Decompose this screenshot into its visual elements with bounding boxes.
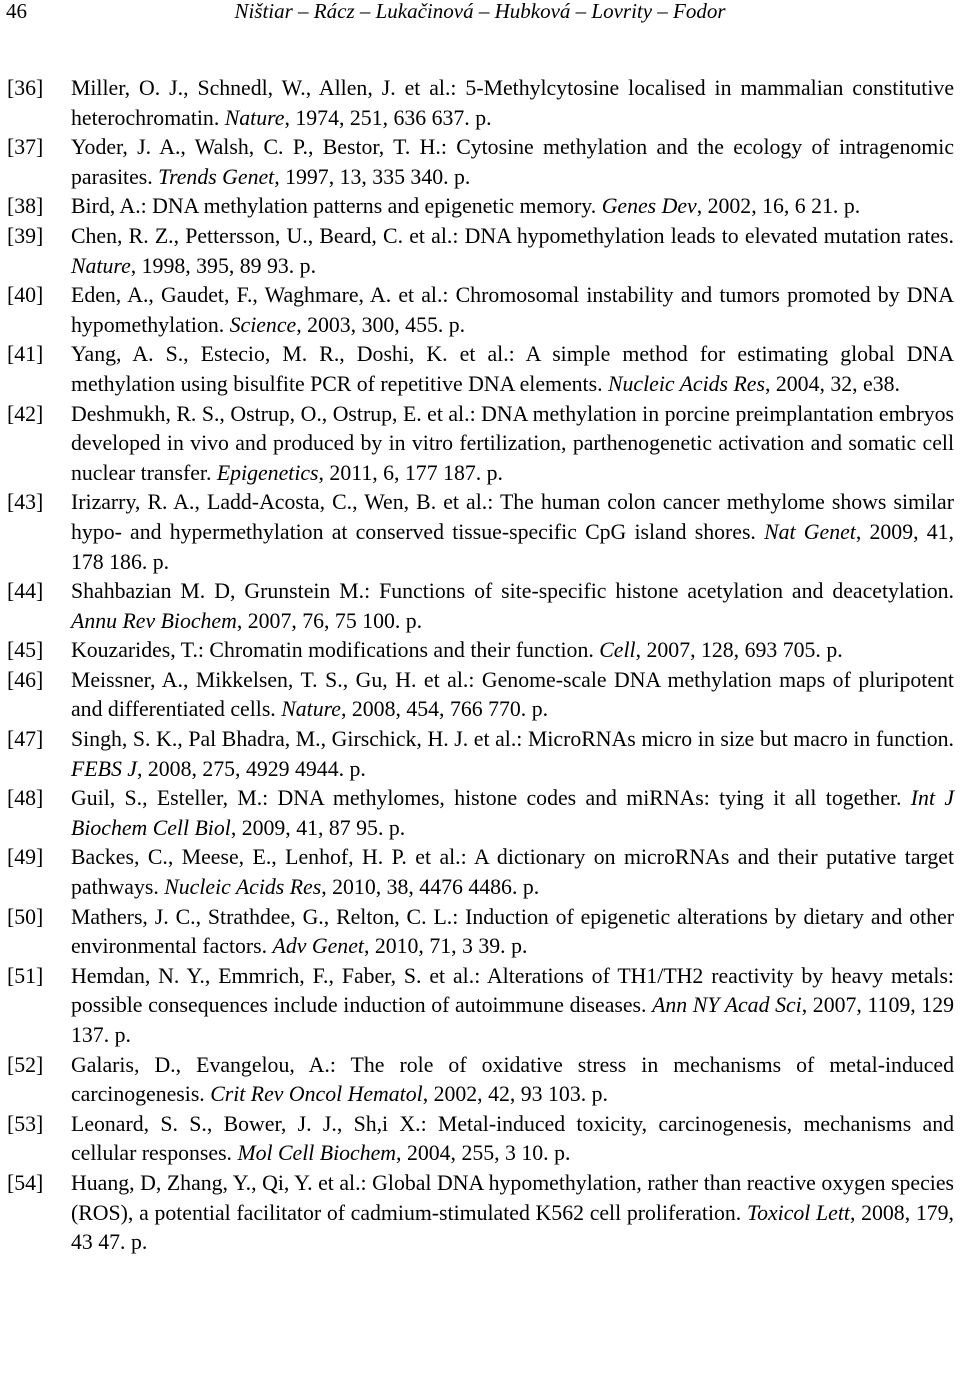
reference-entry	[0, 1051, 954, 1110]
reference-details: , 2004, 32, e38.	[764, 371, 900, 396]
reference-citation: Meissner, A., Mikkelsen, T. S., Gu, H. et al.: Genome-scale DNA methylation maps of pluripotent and differentiated cells.	[71, 667, 954, 722]
reference-details: , 2008, 454, 766 770. p.	[340, 697, 549, 722]
reference-text	[71, 74, 954, 133]
reference-text	[71, 1051, 954, 1110]
page-number: 46	[6, 0, 27, 23]
reference-text	[71, 340, 954, 399]
reference-text	[71, 903, 954, 962]
reference-journal: Mol Cell Biochem	[237, 1141, 397, 1166]
reference-text	[71, 784, 954, 843]
reference-text	[71, 725, 954, 784]
reference-journal: Ann NY Acad Sci	[652, 993, 802, 1018]
reference-list	[0, 74, 954, 1258]
reference-entry	[0, 725, 954, 784]
reference-details: , 2002, 42, 93 103. p.	[422, 1082, 608, 1107]
reference-journal: Science	[229, 312, 297, 337]
reference-citation: Eden, A., Gaudet, F., Waghmare, A. et al.: Chromosomal instability and tumors promoted by DNA hypomethylation.	[71, 283, 954, 337]
reference-citation: Yang, A. S., Estecio, M. R., Doshi, K. et al.: A simple method for estimating global DNA methylation using bisulfite PCR of repetitive DNA elements.	[71, 342, 954, 396]
reference-text	[71, 962, 954, 1051]
reference-citation: Hemdan, N. Y., Emmrich, F., Faber, S. et al.: Alterations of TH1/TH2 reactivity by heavy metals: possible consequences include induction of autoimmune diseases.	[71, 963, 954, 1018]
reference-text	[71, 1110, 954, 1169]
reference-details: , 1998, 395, 89 93. p.	[130, 253, 317, 278]
reference-journal: Nat Genet	[764, 519, 856, 544]
reference-citation: Miller, O. J., Schnedl, W., Allen, J. et al.: 5-Methylcytosine localised in mammalian constitutive heterochromatin.	[71, 76, 954, 130]
reference-entry	[0, 1169, 954, 1258]
reference-entry	[0, 340, 954, 399]
reference-entry	[0, 400, 954, 489]
reference-journal: Int J Biochem Cell Biol	[71, 786, 954, 840]
reference-text	[71, 488, 954, 577]
reference-journal: Epigenetics	[216, 460, 319, 485]
reference-citation: Shahbazian M. D, Grunstein M.: Functions of site-specific histone acetylation and deacetylation.	[71, 579, 954, 604]
reference-number: [43]	[7, 490, 44, 515]
reference-number: [51]	[7, 963, 44, 988]
reference-text	[71, 222, 954, 281]
reference-number: [54]	[7, 1170, 44, 1195]
reference-entry	[0, 488, 954, 577]
reference-citation: Bird, A.: DNA methylation patterns and epigenetic memory.	[71, 194, 602, 219]
reference-details: , 2007, 128, 693 705. p.	[635, 638, 843, 663]
reference-entry	[0, 1110, 954, 1169]
reference-journal: Crit Rev Oncol Hematol	[210, 1082, 423, 1107]
reference-number: [42]	[7, 401, 44, 426]
reference-number: [44]	[7, 579, 44, 604]
reference-text	[71, 133, 954, 192]
reference-journal: FEBS J	[71, 756, 137, 781]
reference-details: , 2007, 76, 75 100. p.	[236, 608, 423, 633]
reference-entry	[0, 903, 954, 962]
reference-entry	[0, 222, 954, 281]
reference-details: , 2011, 6, 177 187. p.	[318, 460, 503, 485]
running-head: Ništiar – Rácz – Lukačinová – Hubková – Lovrity – Fodor	[234, 0, 726, 23]
reference-entry	[0, 666, 954, 725]
reference-number: [39]	[7, 223, 44, 248]
reference-details: , 2009, 41, 87 95. p.	[230, 815, 406, 840]
reference-citation: Yoder, J. A., Walsh, C. P., Bestor, T. H.: Cytosine methylation and the ecology of intragenomic parasites.	[71, 135, 954, 189]
reference-entry	[0, 784, 954, 843]
reference-journal: Nature	[224, 105, 285, 130]
reference-details: , 2009, 41, 178 186. p.	[71, 519, 954, 574]
reference-number: [52]	[7, 1052, 44, 1077]
reference-journal: Toxicol Lett	[746, 1200, 850, 1225]
reference-details: , 2010, 38, 4476 4486. p.	[321, 875, 540, 900]
reference-citation: Deshmukh, R. S., Ostrup, O., Ostrup, E. et al.: DNA methylation in porcine preimplantation embryos developed in vivo and produced by in vitro fertilization, parthenogenetic activation and somatic cell nuclear transfer.	[71, 401, 954, 485]
reference-text	[71, 400, 954, 489]
reference-citation: Huang, D, Zhang, Y., Qi, Y. et al.: Global DNA hypomethylation, rather than reactive oxygen species (ROS), a potential facilitator of cadmium-stimulated K562 cell proliferation.	[71, 1170, 954, 1225]
page-header	[0, 0, 960, 22]
reference-number: [48]	[7, 786, 44, 811]
reference-journal: Cell	[599, 638, 636, 663]
reference-entry	[0, 577, 954, 636]
reference-details: , 1997, 13, 335 340. p.	[274, 164, 471, 189]
reference-number: [45]	[7, 638, 44, 663]
reference-citation: Kouzarides, T.: Chromatin modifications and their function.	[71, 638, 600, 663]
reference-text	[71, 192, 954, 222]
reference-journal: Genes Dev	[601, 194, 697, 219]
reference-entry	[0, 192, 954, 222]
reference-number: [36]	[7, 76, 44, 100]
reference-entry	[0, 962, 954, 1051]
reference-text	[71, 577, 954, 636]
reference-details: , 2003, 300, 455. p.	[296, 312, 466, 337]
reference-text	[71, 281, 954, 340]
reference-entry	[0, 74, 954, 133]
reference-journal: Nature	[281, 697, 341, 722]
reference-number: [40]	[7, 283, 44, 308]
reference-citation: Leonard, S. S., Bower, J. J., Sh,i X.: Metal-induced toxicity, carcinogenesis, mechanisms and cellular responses.	[71, 1111, 954, 1166]
reference-citation: Chen, R. Z., Pettersson, U., Beard, C. et al.: DNA hypomethylation leads to elevated mutation rates.	[71, 223, 954, 248]
reference-details: , 2004, 255, 3 10. p.	[396, 1141, 571, 1166]
reference-details: , 2007, 1109, 129 137. p.	[71, 993, 955, 1047]
reference-number: [38]	[7, 194, 44, 219]
reference-citation: Galaris, D., Evangelou, A.: The role of oxidative stress in mechanisms of metal-induced carcinogenesis.	[71, 1052, 954, 1107]
reference-details: , 1974, 251, 636 637. p.	[284, 105, 492, 130]
reference-details: , 2008, 179, 43 47. p.	[71, 1200, 954, 1255]
reference-journal: Nucleic Acids Res	[607, 371, 765, 396]
reference-text	[71, 636, 954, 666]
reference-details: , 2008, 275, 4929 4944. p.	[136, 756, 366, 781]
reference-entry	[0, 843, 954, 902]
reference-text	[71, 1169, 954, 1258]
reference-journal: Nature	[71, 253, 131, 278]
reference-journal: Adv Genet	[272, 934, 364, 959]
reference-journal: Nucleic Acids Res	[164, 875, 322, 900]
reference-text	[71, 843, 954, 902]
reference-citation: Guil, S., Esteller, M.: DNA methylomes, histone codes and miRNAs: tying it all together.	[71, 786, 911, 811]
reference-citation: Backes, C., Meese, E., Lenhof, H. P. et al.: A dictionary on microRNAs and their putative target pathways.	[71, 845, 954, 900]
reference-number: [46]	[7, 667, 44, 692]
reference-number: [49]	[7, 845, 44, 870]
reference-citation: Mathers, J. C., Strathdee, G., Relton, C. L.: Induction of epigenetic alterations by dietary and other environmental factors.	[71, 904, 954, 959]
reference-entry	[0, 636, 954, 666]
reference-number: [37]	[7, 135, 44, 160]
reference-number: [41]	[7, 342, 44, 367]
reference-number: [47]	[7, 727, 44, 752]
reference-number: [53]	[7, 1111, 44, 1136]
reference-entry	[0, 281, 954, 340]
reference-text	[71, 666, 954, 725]
reference-details: , 2002, 16, 6 21. p.	[696, 194, 861, 219]
reference-citation: Irizarry, R. A., Ladd-Acosta, C., Wen, B. et al.: The human colon cancer methylome shows similar hypo- and hypermethylation at conserved tissue-specific CpG island shores.	[71, 490, 954, 544]
reference-journal: Annu Rev Biochem	[71, 608, 237, 633]
reference-entry	[0, 133, 954, 192]
reference-journal: Trends Genet	[158, 164, 275, 189]
reference-number: [50]	[7, 904, 44, 929]
reference-citation: Singh, S. K., Pal Bhadra, M., Girschick, H. J. et al.: MicroRNAs micro in size but macro in function.	[71, 727, 954, 752]
reference-details: , 2010, 71, 3 39. p.	[363, 934, 528, 959]
